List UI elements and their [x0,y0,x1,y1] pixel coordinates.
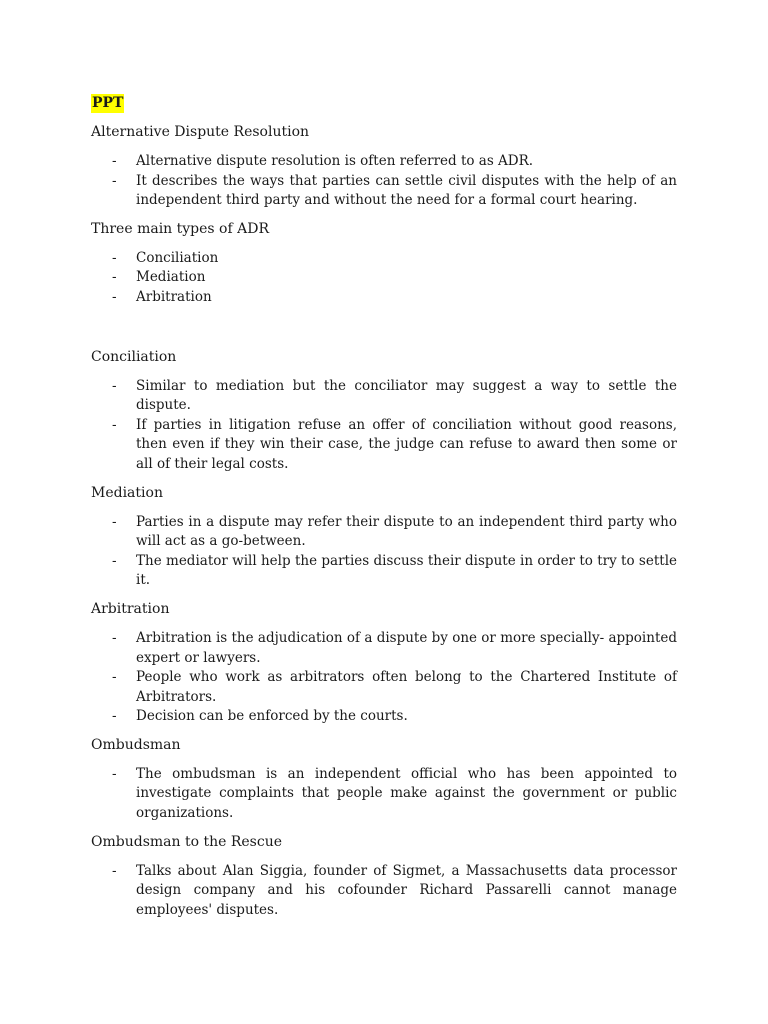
bullet-list-ombudsman [91,765,677,824]
document-page [91,92,677,929]
list-item [91,377,677,416]
section-heading-mediation: Mediation [91,484,163,501]
list-item [91,416,677,475]
section-heading-adr: Alternative Dispute Resolution [91,124,310,140]
list-item [91,552,677,591]
bullet-dash: - [112,552,117,569]
list-item-text: Mediation [136,269,206,286]
list-item [91,513,677,552]
bullet-dash: - [112,862,117,879]
list-item [91,152,677,172]
ppt-highlighted-tag: PPT [92,95,124,111]
list-item-text: Alternative dispute resolution is often referred to as ADR. [136,153,534,169]
list-item-text: People who work as arbitrators often belong to the Chartered Institute of Arbitrators. [136,669,677,705]
bullet-list-adr [91,152,677,211]
list-item [91,862,677,921]
list-item [91,765,677,824]
section-heading-ombudsman-rescue: Ombudsman to the Rescue [91,833,283,850]
list-item-text: The mediator will help the parties discuss their dispute in order to try to settle it. [136,552,677,589]
bullet-dash: - [112,416,117,433]
list-item-text: Arbitration is the adjudication of a dispute by one or more specially- appointed expert or lawyers. [136,629,677,666]
list-item-text: Similar to mediation but the conciliator may suggest a way to settle the dispute. [136,377,677,414]
bullet-dash: - [112,269,117,286]
section-heading-arbitration: Arbitration [91,600,170,617]
bullet-list-mediation [91,513,677,591]
bullet-list-conciliation [91,377,677,475]
list-item-text: It describes the ways that parties can settle civil disputes with the help of an independent third party and without the need for a formal court hearing. [136,172,677,209]
bullet-dash: - [112,765,117,782]
bullet-dash: - [112,377,117,394]
list-item-text: Talks about Alan Siggia, founder of Sigmet, a Massachusetts data processor design company and his cofounder Richard Passarelli cannot manage employees' disputes. [136,862,677,918]
list-item-text: Decision can be enforced by the courts. [136,708,408,725]
list-item-text: Parties in a dispute may refer their dispute to an independent third party who will act as a go-between. [136,513,677,550]
bullet-list-ombudsman-rescue [91,862,677,921]
list-item-text: Conciliation [136,249,219,266]
bullet-dash: - [112,249,117,266]
bullet-dash: - [112,708,117,725]
bullet-dash: - [112,513,117,530]
list-item [91,268,677,288]
bullet-dash: - [112,172,117,189]
list-item-text: Arbitration [136,288,212,305]
bullet-dash: - [112,153,117,169]
bullet-dash: - [112,669,117,686]
section-heading-types: Three main types of ADR [91,220,269,237]
list-item-text: The ombudsman is an independent official who has been appointed to investigate complaints that people make against the government or public organizations. [136,765,677,822]
bullet-list-arbitration [91,629,677,727]
section-heading-ombudsman: Ombudsman [91,736,181,753]
section-heading-conciliation: Conciliation [91,348,177,365]
list-item [91,288,677,308]
bullet-list-types [91,249,677,308]
list-item [91,707,677,727]
list-item [91,668,677,707]
list-item [91,249,677,269]
list-item-text: If parties in litigation refuse an offer of conciliation without good reasons, then even if they win their case, the judge can refuse to award then some or all of their legal costs. [136,416,677,472]
bullet-dash: - [112,629,117,646]
list-item [91,172,677,211]
bullet-dash: - [112,288,117,305]
list-item [91,629,677,668]
